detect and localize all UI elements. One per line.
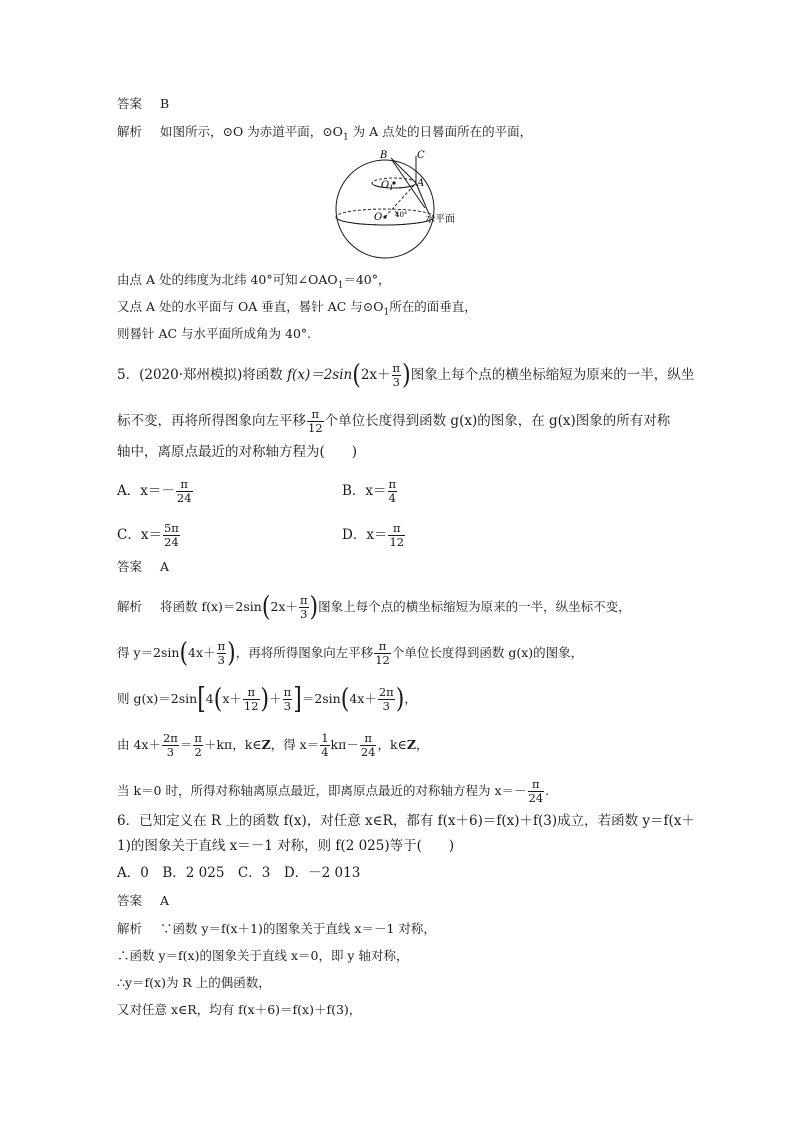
label-A: A [417, 178, 425, 189]
answer-label: 答案 [117, 96, 143, 111]
q4-line2: 又点 A 处的水平面与 OA 垂直，晷针 AC 与$⊙O_1$所在的面垂直， [117, 299, 477, 318]
fraction: $\frac{\pi}{3}$ [392, 361, 401, 389]
q5-analysis-line4: 由 4x＋ $\frac{2\pi}{3}$ ＝ $\frac{\pi}{2}$ ＋kπ，k∈Z，得 x＝ $\frac{1}{4}$ kπ－ $\frac{\pi}{24}$ ，k∈Z， [117, 731, 429, 759]
q4-analysis-intro: 解析 如图所示，⊙O 为赤道平面，$⊙O_1$ 为 A 点处的日晷面所在的平面， [117, 124, 533, 143]
label-O: O [374, 212, 383, 223]
q4-answer-line [117, 96, 169, 112]
q5-option-B: B．x＝ $\frac{\pi}{4}$ [342, 477, 397, 505]
fraction: $\frac{\pi}{12}$ [308, 407, 323, 435]
analysis-label: 解析 [117, 124, 143, 139]
label-O1: $O_1$ [381, 180, 394, 192]
q5-analysis-line3: 则 g(x)＝2sin[4(x＋ $\frac{\pi}{12}$ )＋ $\frac{\pi}{3}$ ]＝2sin(4x＋ $\frac{2\pi}{3}$ )， [117, 682, 417, 716]
q5-option-A: A．x＝－ $\frac{\pi}{24}$ [117, 477, 192, 505]
q6-analysis-line2: ∴函数 y＝f(x)的图象关于直线 x＝0，即 y 轴对称， [117, 948, 409, 963]
label-B: B [380, 150, 388, 161]
q5-answer-line: 答案 A [117, 559, 170, 574]
q6-answer-line: 答案 A [117, 893, 170, 908]
label-angle: 40° [395, 211, 408, 219]
q5-stem-line3: 轴中，离原点最近的对称轴方程为( ) [117, 444, 358, 460]
label-horizontal-plane: 水平面 [425, 214, 455, 225]
label-C: C [417, 150, 425, 161]
q5-stem-line1: 5．(2020·郑州模拟)将函数 f(x)＝2sin(2x＋ $\frac{\pi}{3}$ )图象上每个点的横坐标缩短为原来的一半，纵坐 [117, 359, 695, 391]
q5-stem-line2: 标不变，再将所得图象向左平移 $\frac{\pi}{12}$ 个单位长度得到函数 g(x)的图象，在 g(x)图象的所有对称 [117, 407, 671, 435]
q6-analysis-line3: ∴y＝f(x)为 R 上的偶函数， [117, 975, 271, 990]
q6-analysis-line1: 解析 ∵函数 y＝f(x＋1)的图象关于直线 x＝－1 对称， [117, 921, 436, 936]
q6-options: A．0 B．2 025 C．3 D．－2 013 [117, 865, 361, 881]
q4-line1: 由点 A 处的纬度为北纬 40°可知$\angle OAO_1=40^\circ$， [117, 272, 391, 291]
q5-analysis-line1: 解析 将函数 f(x)＝2sin(2x＋ $\frac{\pi}{3}$ )图象上每个点的横坐标缩短为原来的一半，纵坐标不变， [117, 591, 631, 623]
q5-analysis-line5: 当 k＝0 时，所得对称轴离原点最近，即离原点最近的对称轴方程为 x＝－ $\frac{\pi}{24}$ . [117, 777, 550, 805]
q6-analysis-line4: 又对任意 x∈R，均有 f(x＋6)＝f(x)＋f(3)， [117, 1002, 362, 1017]
q5-option-C: C．x＝ $\frac{5\pi}{24}$ [117, 521, 179, 549]
q4-line3: 则晷针 AC 与水平面所成角为 40°. [117, 326, 312, 341]
q6-stem-line2: 1)的图象关于直线 x＝－1 对称，则 f(2 025)等于( ) [117, 838, 455, 854]
sphere-figure [325, 146, 475, 264]
q6-stem-line1: 6．已知定义在 R 上的函数 f(x)，对任意 x∈R，都有 f(x＋6)＝f(x)＋f(3)成立，若函数 y＝f(x＋ [117, 813, 695, 829]
q5-analysis-line2: 得 y＝2sin(4x＋ $\frac{\pi}{3}$ )，再将所得图象向左平移 $\frac{\pi}{12}$ 个单位长度得到函数 g(x)的图象， [117, 637, 584, 669]
answer-value: B [160, 96, 170, 111]
q5-option-D: D．x＝ $\frac{\pi}{12}$ [342, 521, 405, 549]
